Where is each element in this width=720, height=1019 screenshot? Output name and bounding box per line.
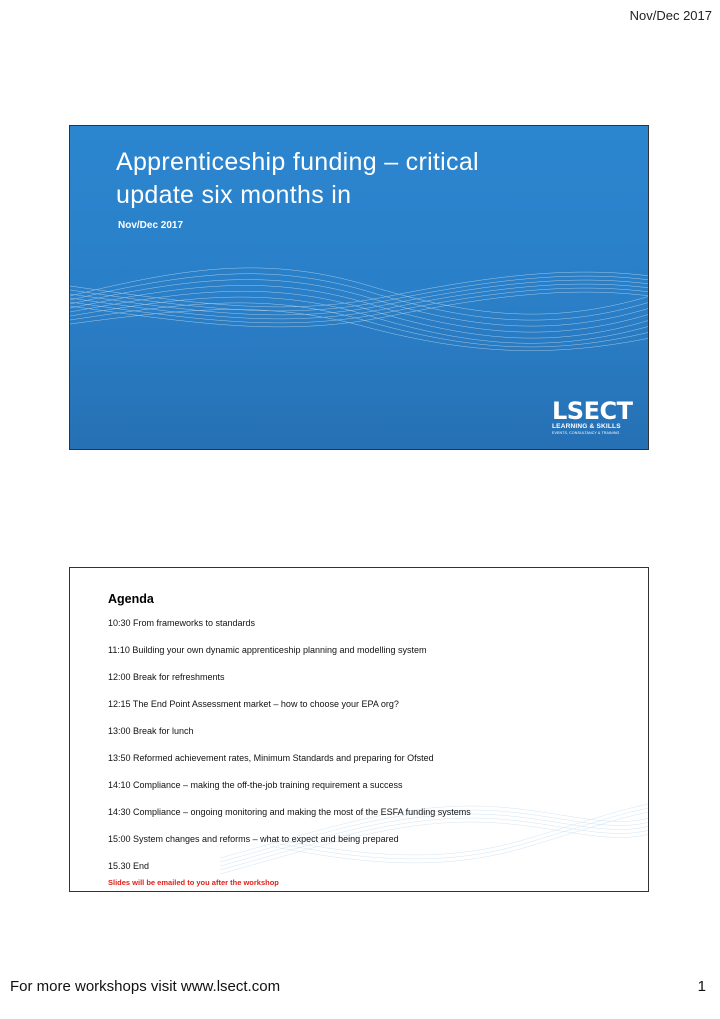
slide-title-line1: Apprenticeship funding – critical: [116, 148, 479, 176]
agenda-item: 12:00 Break for refreshments: [108, 672, 225, 682]
agenda-item: 14:30 Compliance – ongoing monitoring and making the most of the ESFA funding systems: [108, 807, 471, 817]
agenda-item: 13:50 Reformed achievement rates, Minimum Standards and preparing for Ofsted: [108, 753, 434, 763]
logo-subtagline: EVENTS, CONSULTANCY & TRAINING: [552, 431, 620, 435]
agenda-item: 12:15 The End Point Assessment market – how to choose your EPA org?: [108, 699, 399, 709]
agenda-list: [108, 618, 471, 888]
footer-link-text: For more workshops visit www.lsect.com: [10, 978, 281, 995]
page-number: 1: [697, 978, 706, 995]
header-date: Nov/Dec 2017: [629, 8, 712, 23]
agenda-item: 13:00 Break for lunch: [108, 726, 194, 736]
slide-subtitle: Nov/Dec 2017: [118, 220, 184, 231]
agenda-item: 10:30 From frameworks to standards: [108, 618, 256, 628]
agenda-heading: Agenda: [108, 592, 154, 606]
lsect-logo: [552, 399, 632, 439]
agenda-item: 15:00 System changes and reforms – what to expect and being prepared: [108, 834, 399, 844]
agenda-item: 14:10 Compliance – making the off-the-job training requirement a success: [108, 780, 403, 790]
title-slide: [69, 125, 649, 450]
slide-title: [116, 146, 536, 212]
agenda-item: 15.30 End: [108, 861, 150, 871]
logo-wordmark: LSECT: [552, 397, 633, 425]
slide-title-line2: update six months in: [116, 181, 352, 209]
agenda-slide: [69, 567, 649, 892]
slides-note: Slides will be emailed to you after the workshop: [108, 878, 279, 887]
agenda-item: 11:10 Building your own dynamic apprenticeship planning and modelling system: [108, 645, 427, 655]
wave-graphic: [70, 246, 649, 386]
logo-tagline: LEARNING & SKILLS: [552, 423, 621, 430]
